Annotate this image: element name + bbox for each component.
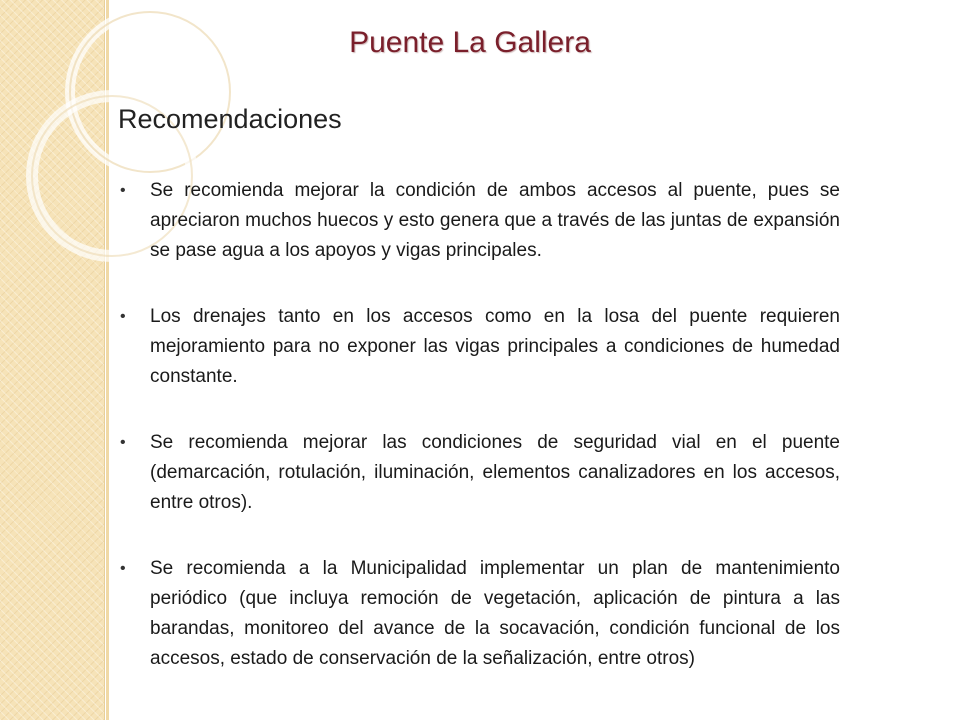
recommendations-list (118, 176, 840, 710)
slide-subtitle: Recomendaciones (118, 104, 342, 134)
bullet-icon: • (120, 182, 126, 199)
list-item (118, 176, 840, 266)
bullet-text: Se recomienda a la Municipalidad implementar un plan de mantenimiento periódico (que incluya remoción de vegetación, aplicación de pintura a las barandas, monitoreo del avance de la socavación, condición funcional de los accesos, estado de conservación de la señalización, entre otros) (150, 558, 840, 669)
list-item (118, 554, 840, 674)
bullet-icon: • (120, 308, 126, 325)
bullet-icon: • (120, 434, 126, 451)
list-item (118, 428, 840, 518)
slide-title: Puente La Gallera (349, 26, 591, 59)
bullet-text: Se recomienda mejorar la condición de ambos accesos al puente, pues se apreciaron muchos huecos y esto genera que a través de las juntas de expansión se pase agua a los apoyos y vigas principales. (150, 180, 840, 261)
list-item (118, 302, 840, 392)
bullet-text: Se recomienda mejorar las condiciones de seguridad vial en el puente (demarcación, rotulación, iluminación, elementos canalizadores en los accesos, entre otros). (150, 432, 840, 513)
bullet-text: Los drenajes tanto en los accesos como en la losa del puente requieren mejoramiento para no exponer las vigas principales a condiciones de humedad constante. (150, 306, 840, 387)
bullet-icon: • (120, 560, 126, 577)
